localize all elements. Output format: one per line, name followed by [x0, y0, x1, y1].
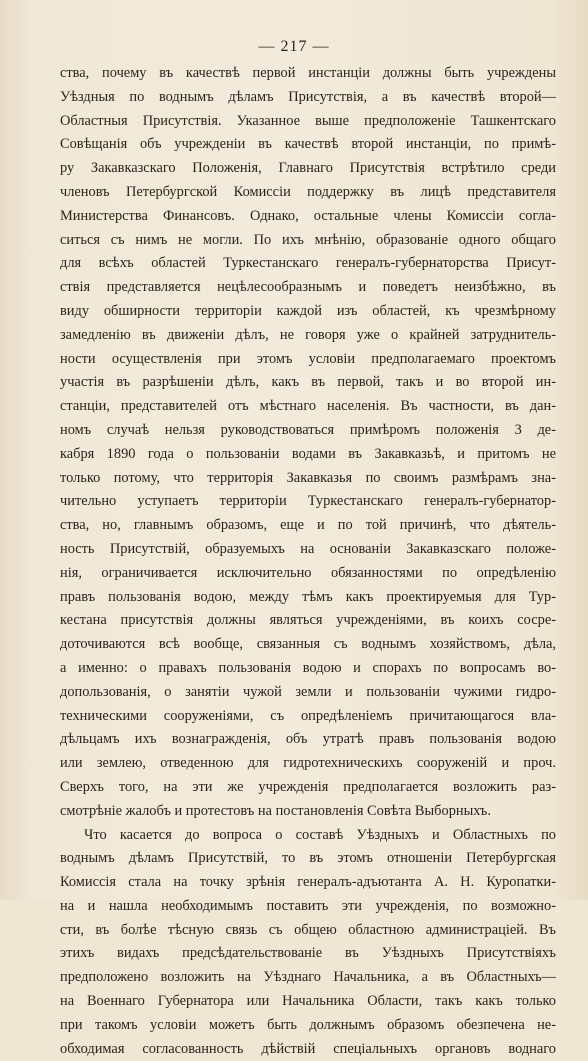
text-line: чительно уступаетъ территоріи Туркестанскаго генералъ-губернатор- — [60, 493, 556, 510]
text-line: виду обширности территоріи каждой изъ областей, къ чрезмѣрному — [60, 302, 556, 319]
text-line: Что касается до вопроса о составѣ Уѣздныхъ и Областныхъ по — [84, 826, 556, 843]
text-line: Совѣщанія объ учрежденіи въ качествѣ второй инстанціи, по примѣ- — [60, 136, 556, 153]
text-line: станціи, представителей отъ мѣстнаго населенія. Въ частности, въ дан- — [60, 398, 556, 415]
text-line: техническими сооруженіями, съ опредѣленіемъ причитающагося вла- — [60, 707, 556, 724]
text-line: на и нашла необходимымъ поставить эти учрежденія, по возможно- — [60, 897, 556, 914]
text-line: ру Закавказскаго Положенія, Главнаго Присутствія встрѣтило среди — [60, 160, 556, 177]
text-line: ствія представляется нецѣлесообразнымъ и поведетъ неизбѣжно, въ — [60, 279, 556, 296]
text-line: сти, въ болѣе тѣсную связь съ общею областною администраціей. Въ — [60, 921, 556, 938]
text-line: этихъ видахъ предсѣдательствованіе въ Уѣздныхъ Присутствіяхъ — [60, 945, 556, 962]
text-line: ности осуществленія при этомъ условіи предполагаемаго проектомъ — [60, 350, 556, 367]
text-line: замедленію въ движеніи дѣлъ, не говоря уже о крайней затруднитель- — [60, 326, 556, 343]
body-text — [60, 62, 556, 1061]
text-line: при такомъ условіи можетъ быть должнымъ образомъ обезпечена не- — [60, 1016, 556, 1033]
text-line: предположено возложить на Уѣзднаго Начальника, а въ Областныхъ— — [60, 969, 556, 986]
text-line: Областныя Присутствія. Указанное выше предположеніе Ташкентскаго — [60, 112, 556, 129]
text-line: Министерства Финансовъ. Однако, остальные члены Комиссіи согла- — [60, 207, 556, 224]
text-line: ность Присутствій, образуемыхъ на основаніи Закавказскаго положе- — [60, 540, 556, 557]
text-line: для всѣхъ областей Туркестанскаго генералъ-губернаторства Присут- — [60, 255, 556, 272]
text-line: нія, ограничивается исключительно обязанностями по опредѣленію — [60, 564, 556, 581]
text-line: обходимая согласованность дѣйствій спеціальныхъ органовъ воднаго — [60, 1040, 556, 1057]
text-line: Комиссія стала на точку зрѣнія генералъ-адъютанта А. Н. Куропатки- — [60, 874, 556, 891]
text-line: допользованія, о занятіи чужой земли и пользованіи чужими гидро- — [60, 683, 556, 700]
text-line: доточиваются всѣ вообще, связанныя съ воднымъ хозяйствомъ, дѣла, — [60, 636, 556, 653]
text-line: номъ случаѣ нельзя руководствоваться примѣромъ положенія 3 де- — [60, 421, 556, 438]
text-line: ситься съ нимъ не могли. По ихъ мнѣнію, образованіе одного общаго — [60, 231, 556, 248]
text-line: дѣльцамъ ихъ вознагражденія, объ утратѣ правъ пользованія водою — [60, 731, 556, 748]
text-line: Уѣздныя по воднымъ дѣламъ Присутствія, а въ качествѣ второй— — [60, 88, 556, 105]
text-line: кестана присутствія должны являться учрежденіями, въ коихъ сосре- — [60, 612, 556, 629]
text-line: а именно: о правахъ пользованія водою и спорахъ по вопросамъ во- — [60, 659, 556, 676]
text-line: правъ пользованія водою, между тѣмъ какъ проектируемыя для Тур- — [60, 588, 556, 605]
text-line: ства, почему въ качествѣ первой инстанціи должны быть учреждены — [60, 65, 556, 81]
text-line: ства, но, главнымъ образомъ, еще и по той причинѣ, что дѣятель- — [60, 517, 556, 534]
text-line: смотрѣніе жалобъ и протестовъ на постановленія Совѣта Выборныхъ. — [60, 802, 491, 819]
text-line: на Военнаго Губернатора или Начальника Области, такъ какъ только — [60, 993, 556, 1010]
text-line: воднымъ дѣламъ Присутствій, то въ этомъ отношеніи Петербургская — [60, 850, 556, 867]
text-line: кабря 1890 года о пользованіи водами въ Закавказьѣ, и притомъ не — [60, 445, 556, 462]
text-line: членовъ Петербургской Комиссіи поддержку въ лицѣ представителя — [60, 183, 556, 200]
text-line: или землею, отведенною для гидротехническихъ сооруженій и проч. — [60, 755, 556, 772]
page-number: — 217 — — [258, 38, 330, 55]
text-line: Сверхъ того, на эти же учрежденія предполагается возложить раз- — [60, 778, 556, 795]
text-line: только потому, что территорія Закавказья по своимъ размѣрамъ зна- — [60, 469, 556, 486]
text-line: участія въ разрѣшеніи дѣлъ, какъ въ первой, такъ и во второй ин- — [60, 374, 556, 391]
